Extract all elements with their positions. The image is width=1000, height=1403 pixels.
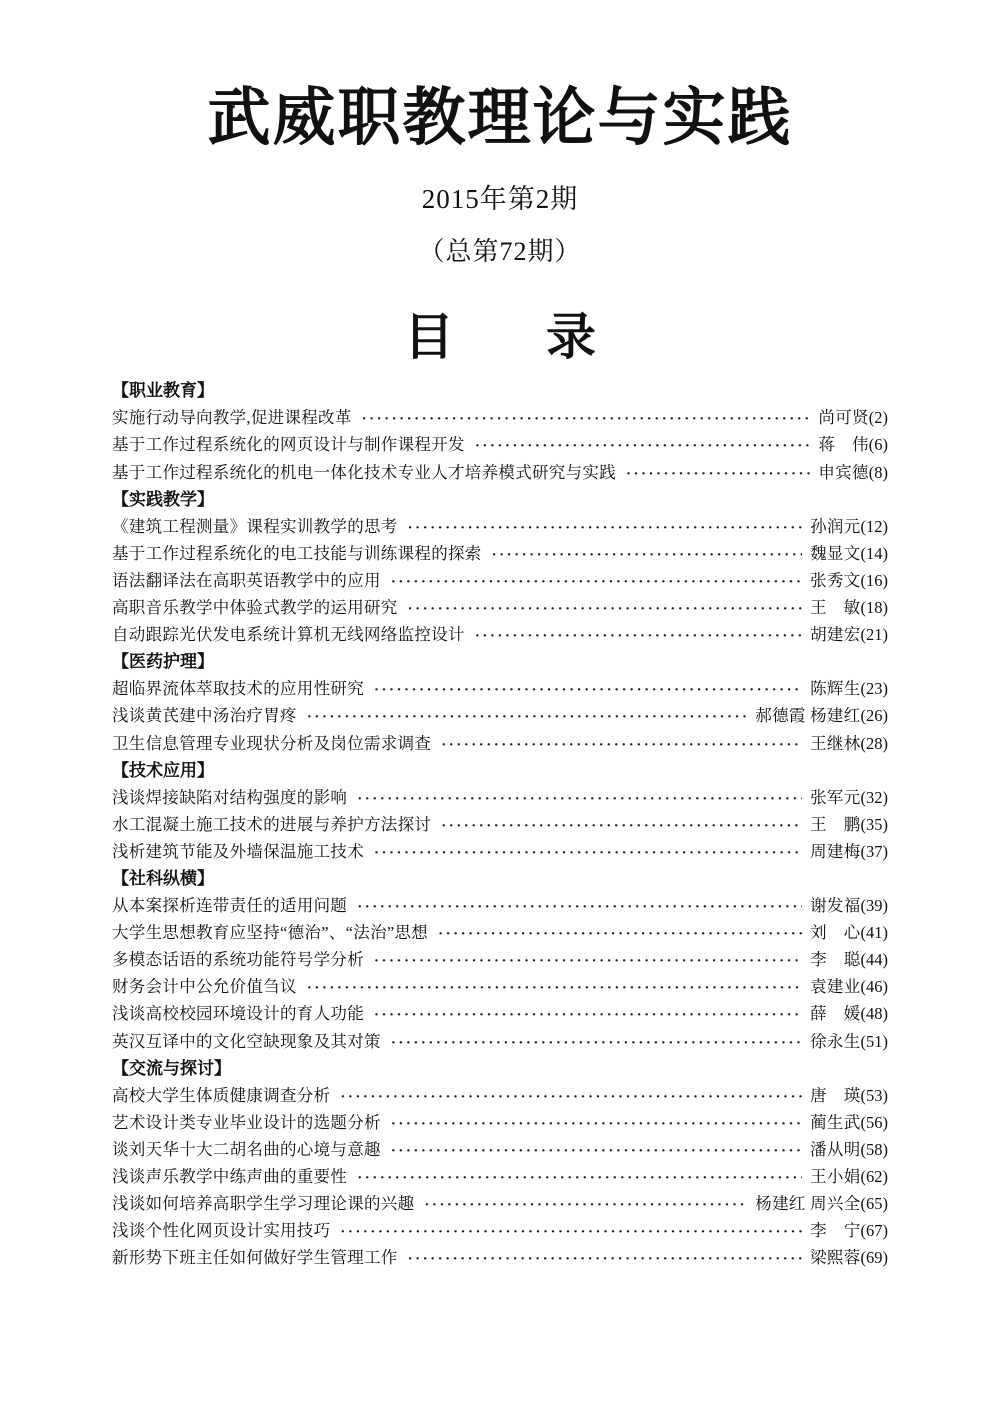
section-header: 【社科纵横】 bbox=[112, 868, 214, 888]
entry-title: 多模态话语的系统功能符号学分析 bbox=[112, 950, 364, 970]
dot-leader bbox=[307, 973, 802, 1002]
entry-title: 艺术设计类专业毕业设计的选题分析 bbox=[112, 1112, 381, 1132]
entry-page: (39) bbox=[860, 896, 888, 916]
entry-page: (35) bbox=[860, 814, 888, 834]
journal-title: 武威职教理论与实践 bbox=[207, 83, 793, 153]
entry-author: 蔺生武 bbox=[810, 1112, 861, 1132]
entry-page: (21) bbox=[860, 625, 888, 645]
dot-leader bbox=[475, 431, 811, 460]
entry-page: (53) bbox=[860, 1085, 888, 1105]
section-header: 【交流与探讨】 bbox=[112, 1058, 231, 1078]
toc-entry bbox=[112, 919, 888, 946]
entry-page: (37) bbox=[860, 841, 888, 861]
entry-page: (16) bbox=[860, 570, 888, 590]
entry-author: 申宾德 bbox=[818, 462, 869, 482]
toc-entry bbox=[112, 1109, 888, 1136]
volume-line: （总第72期） bbox=[418, 237, 582, 267]
entry-author: 王 敏 bbox=[810, 598, 861, 618]
entry-page: (62) bbox=[860, 1167, 888, 1187]
dot-leader bbox=[340, 1217, 802, 1246]
toc-entry bbox=[112, 973, 888, 1000]
section-header: 【技术应用】 bbox=[112, 760, 214, 780]
toc-entry bbox=[112, 1163, 888, 1190]
entry-title: 卫生信息管理专业现状分析及岗位需求调查 bbox=[112, 733, 432, 753]
entry-author: 尚可贤 bbox=[818, 408, 869, 428]
toc-entry bbox=[112, 567, 888, 594]
entry-author: 杨建红 周兴全 bbox=[755, 1194, 861, 1214]
dot-leader bbox=[374, 675, 802, 704]
entry-title: 语法翻译法在高职英语教学中的应用 bbox=[112, 570, 381, 590]
toc-entry bbox=[112, 811, 888, 838]
dot-leader bbox=[391, 1136, 802, 1165]
toc-entry bbox=[112, 946, 888, 973]
entry-title: 基于工作过程系统化的机电一体化技术专业人才培养模式研究与实践 bbox=[112, 462, 616, 482]
toc-entry bbox=[112, 838, 888, 865]
entry-title: 谈刘天华十大二胡名曲的心境与意趣 bbox=[112, 1139, 381, 1159]
entry-author: 张秀文 bbox=[810, 570, 861, 590]
toc-entry bbox=[112, 1000, 888, 1027]
toc-entry bbox=[112, 892, 888, 919]
entry-page: (28) bbox=[860, 733, 888, 753]
section-header: 【医药护理】 bbox=[112, 652, 214, 672]
entry-author: 王小娟 bbox=[810, 1167, 861, 1187]
entry-author: 李 聪 bbox=[810, 950, 861, 970]
toc-entry bbox=[112, 594, 888, 621]
entry-page: (51) bbox=[860, 1031, 888, 1051]
entry-page: (8) bbox=[868, 462, 888, 482]
entry-title: 浅谈黄芪建中汤治疗胃疼 bbox=[112, 706, 297, 726]
dot-leader bbox=[408, 513, 802, 542]
toc-entry bbox=[112, 1217, 888, 1244]
entry-author: 李 宁 bbox=[810, 1221, 861, 1241]
toc-entry bbox=[112, 730, 888, 757]
entry-page: (12) bbox=[860, 516, 888, 536]
toc-heading-char-right: 录 bbox=[546, 309, 596, 366]
entry-title: 大学生思想教育应坚持“德治”、“法治”思想 bbox=[112, 923, 429, 943]
entry-page: (14) bbox=[860, 543, 888, 563]
entry-author: 薛 媛 bbox=[810, 1004, 861, 1024]
toc-entry bbox=[112, 621, 888, 648]
entry-page: (6) bbox=[868, 435, 888, 455]
entry-page: (69) bbox=[860, 1248, 888, 1268]
dot-leader bbox=[391, 1028, 802, 1057]
dot-leader bbox=[362, 404, 811, 433]
dot-leader bbox=[374, 946, 802, 975]
entry-page: (2) bbox=[868, 408, 888, 428]
entry-author: 魏显文 bbox=[810, 543, 861, 563]
entry-title: 自动跟踪光伏发电系统计算机无线网络监控设计 bbox=[112, 625, 465, 645]
toc-entry bbox=[112, 702, 888, 729]
entry-author: 徐永生 bbox=[810, 1031, 861, 1051]
entry-page: (32) bbox=[860, 787, 888, 807]
entry-page: (18) bbox=[860, 598, 888, 618]
dot-leader bbox=[391, 1109, 802, 1138]
section-header: 【实践教学】 bbox=[112, 489, 214, 509]
dot-leader bbox=[357, 892, 802, 921]
dot-leader bbox=[374, 838, 802, 867]
entry-page: (67) bbox=[860, 1221, 888, 1241]
entry-page: (58) bbox=[860, 1139, 888, 1159]
dot-leader bbox=[307, 702, 747, 731]
toc-list bbox=[112, 377, 888, 1271]
toc-entry bbox=[112, 1082, 888, 1109]
entry-title: 高校大学生体质健康调查分析 bbox=[112, 1085, 331, 1105]
toc-entry bbox=[112, 540, 888, 567]
entry-author: 袁建业 bbox=[810, 977, 861, 997]
entry-title: 浅谈个性化网页设计实用技巧 bbox=[112, 1221, 331, 1241]
entry-title: 新形势下班主任如何做好学生管理工作 bbox=[112, 1248, 398, 1268]
entry-page: (46) bbox=[860, 977, 888, 997]
entry-title: 《建筑工程测量》课程实训教学的思考 bbox=[112, 516, 398, 536]
entry-author: 王 鹏 bbox=[810, 814, 861, 834]
toc-entry bbox=[112, 1028, 888, 1055]
dot-leader bbox=[374, 1000, 802, 1029]
dot-leader bbox=[408, 594, 802, 623]
entry-author: 胡建宏 bbox=[810, 625, 861, 645]
entry-title: 基于工作过程系统化的网页设计与制作课程开发 bbox=[112, 435, 465, 455]
entry-page: (44) bbox=[860, 950, 888, 970]
entry-title: 从本案探析连带责任的适用问题 bbox=[112, 896, 348, 916]
dot-leader bbox=[340, 1082, 802, 1111]
dot-leader bbox=[441, 730, 802, 759]
entry-title: 超临界流体萃取技术的应用性研究 bbox=[112, 679, 364, 699]
entry-author: 刘 心 bbox=[810, 923, 861, 943]
toc-entry bbox=[112, 459, 888, 486]
toc-entry bbox=[112, 431, 888, 458]
entry-page: (48) bbox=[860, 1004, 888, 1024]
dot-leader bbox=[357, 784, 802, 813]
dot-leader bbox=[357, 1163, 802, 1192]
dot-leader bbox=[492, 540, 802, 569]
entry-title: 浅析建筑节能及外墙保温施工技术 bbox=[112, 841, 364, 861]
entry-author: 梁熙蓉 bbox=[810, 1248, 861, 1268]
entry-title: 浅谈声乐教学中练声曲的重要性 bbox=[112, 1167, 348, 1187]
entry-page: (41) bbox=[860, 923, 888, 943]
entry-title: 实施行动导向教学,促进课程改革 bbox=[112, 408, 352, 428]
dot-leader bbox=[438, 919, 802, 948]
entry-title: 水工混凝土施工技术的进展与养护方法探讨 bbox=[112, 814, 432, 834]
entry-title: 英汉互译中的文化空缺现象及其对策 bbox=[112, 1031, 381, 1051]
entry-title: 高职音乐教学中体验式教学的运用研究 bbox=[112, 598, 398, 618]
entry-title: 浅谈高校校园环境设计的育人功能 bbox=[112, 1004, 364, 1024]
toc-entry bbox=[112, 675, 888, 702]
toc-entry bbox=[112, 404, 888, 431]
entry-page: (26) bbox=[860, 706, 888, 726]
entry-author: 周建梅 bbox=[810, 841, 861, 861]
toc-entry bbox=[112, 784, 888, 811]
entry-author: 郝德霞 杨建红 bbox=[755, 706, 861, 726]
section-header: 【职业教育】 bbox=[112, 381, 214, 401]
dot-leader bbox=[424, 1190, 747, 1219]
entry-author: 谢发福 bbox=[810, 896, 861, 916]
entry-author: 陈辉生 bbox=[810, 679, 861, 699]
entry-title: 基于工作过程系统化的电工技能与训练课程的探索 bbox=[112, 543, 482, 563]
toc-entry bbox=[112, 1136, 888, 1163]
toc-entry bbox=[112, 1244, 888, 1271]
toc-heading-char-left: 目 bbox=[404, 309, 454, 366]
toc-heading bbox=[112, 309, 888, 366]
toc-entry bbox=[112, 513, 888, 540]
entry-author: 孙润元 bbox=[810, 516, 861, 536]
toc-entry bbox=[112, 1190, 888, 1217]
entry-author: 王继林 bbox=[810, 733, 861, 753]
dot-leader bbox=[441, 811, 802, 840]
entry-author: 唐 瑛 bbox=[810, 1085, 861, 1105]
entry-author: 潘从明 bbox=[810, 1139, 861, 1159]
entry-page: (65) bbox=[860, 1194, 888, 1214]
entry-title: 浅谈焊接缺陷对结构强度的影响 bbox=[112, 787, 348, 807]
issue-line: 2015年第2期 bbox=[421, 184, 579, 215]
entry-page: (56) bbox=[860, 1112, 888, 1132]
entry-title: 财务会计中公允价值刍议 bbox=[112, 977, 297, 997]
entry-page: (23) bbox=[860, 679, 888, 699]
entry-author: 张军元 bbox=[810, 787, 861, 807]
entry-author: 蒋 伟 bbox=[818, 435, 869, 455]
dot-leader bbox=[391, 567, 802, 596]
dot-leader bbox=[408, 1244, 802, 1273]
entry-title: 浅谈如何培养高职学生学习理论课的兴趣 bbox=[112, 1194, 415, 1214]
dot-leader bbox=[626, 459, 810, 488]
dot-leader bbox=[475, 621, 802, 650]
